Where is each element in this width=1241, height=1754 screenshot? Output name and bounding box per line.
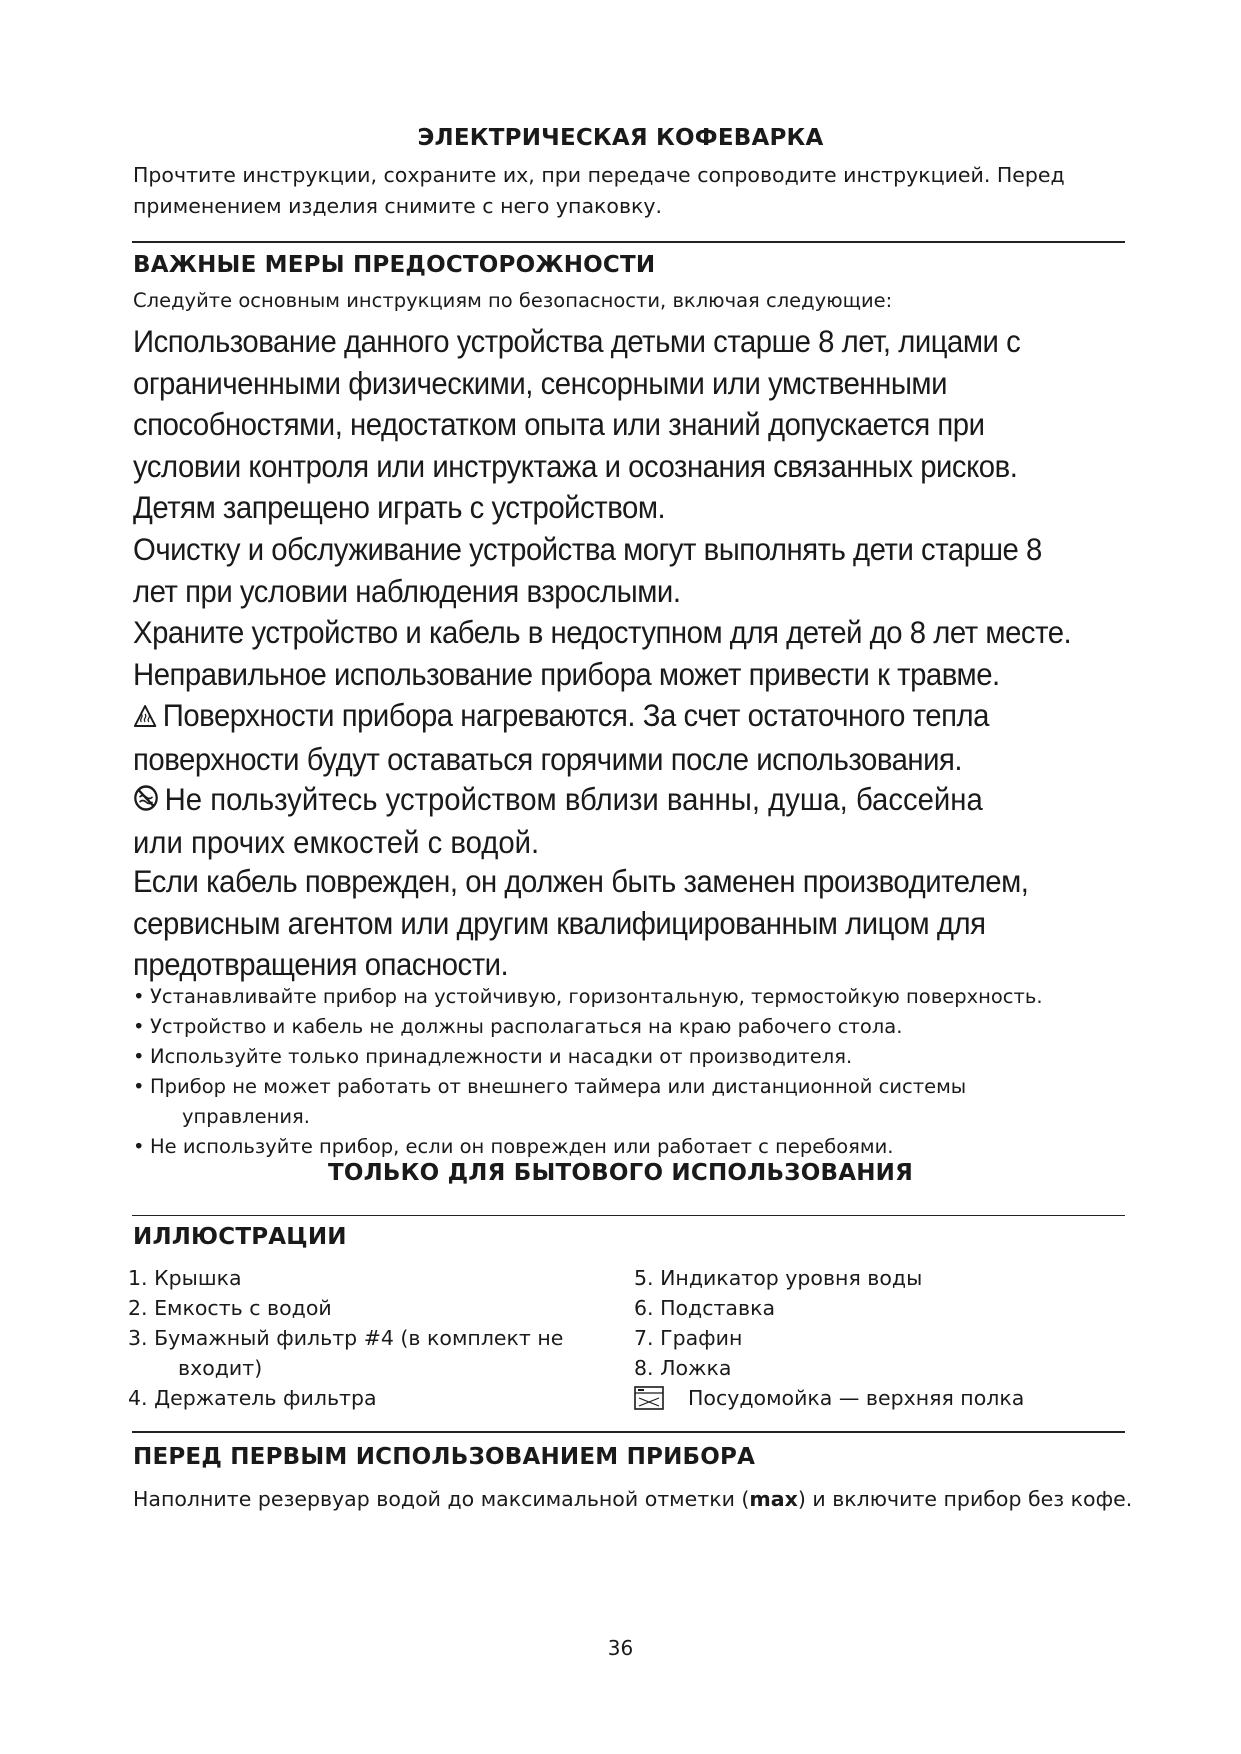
bullet-mark: • xyxy=(133,1015,145,1038)
list-item: 7. Графин xyxy=(634,1326,743,1350)
illustrations-left-column xyxy=(128,1263,563,1413)
water-warning xyxy=(133,779,1063,864)
document-title: ЭЛЕКТРИЧЕСКАЯ КОФЕВАРКА xyxy=(417,125,824,151)
hot-surface-text: Поверхности прибора нагреваются. За счет остаточного тепла xyxy=(162,697,989,734)
warning-line: Очистку и обслуживание устройства могут выполнять дети старше 8 xyxy=(133,530,1042,567)
intro-text xyxy=(133,160,1123,222)
bullet-mark: • xyxy=(133,1075,145,1098)
section-divider xyxy=(132,1431,1125,1433)
safety-warnings xyxy=(133,321,1072,780)
list-item: • Устройство и кабель не должны располагаться на краю рабочего стола. xyxy=(133,1012,1133,1042)
list-item: • Прибор не может работать от внешнего таймера или дистанционной системы управления. xyxy=(133,1072,1133,1132)
list-item: 3. Бумажный фильтр #4 (в комплект не xyxy=(128,1326,564,1350)
warning-line: поверхности будут оставаться горячими после использования. xyxy=(133,740,963,777)
list-item: 5. Индикатор уровня воды xyxy=(634,1266,923,1290)
before-use-text: Наполните резервуар водой до максимальной отметки (max) и включите прибор без кофе. xyxy=(133,1487,1133,1511)
intro-line: применением изделия снимите с него упаковку. xyxy=(133,194,663,218)
list-item-continuation: входит) xyxy=(178,1356,263,1380)
bullet-mark: • xyxy=(133,985,145,1008)
list-item-continuation: управления. xyxy=(182,1105,310,1128)
hot-surface-warning xyxy=(133,695,1063,738)
page-number: 36 xyxy=(607,1636,634,1660)
list-item: 1. Крышка xyxy=(128,1266,242,1290)
no-water-icon xyxy=(133,781,159,823)
list-item: 6. Подставка xyxy=(634,1296,776,1320)
warning-line: лет при условии наблюдения взрослыми. xyxy=(133,572,681,609)
bullet-mark: • xyxy=(133,1135,145,1158)
warning-line: сервисным агентом или другим квалифицированным лицом для xyxy=(133,904,986,941)
no-water-text: Не пользуйтесь устройством вблизи ванны, душа, бассейна xyxy=(164,781,983,817)
warning-line: способностями, недостатком опыта или знаний допускается при xyxy=(133,406,985,443)
section-divider xyxy=(132,1215,1125,1216)
section-divider xyxy=(132,241,1125,243)
warning-line: условии контроля или инструктажа и осознания связанных рисков. xyxy=(133,447,1018,484)
warning-line: Храните устройство и кабель в недоступном для детей до 8 лет месте. xyxy=(133,614,1072,651)
warning-line: Использование данного устройства детьми старше 8 лет, лицами с xyxy=(133,323,1021,359)
list-item: 8. Ложка xyxy=(634,1356,732,1380)
no-water-warning xyxy=(133,779,1063,822)
warning-line: Если кабель поврежден, он должен быть заменен производителем, xyxy=(133,863,1029,899)
list-item: 4. Держатель фильтра xyxy=(128,1386,377,1410)
warning-line: Детям запрещено играть с устройством. xyxy=(133,489,666,526)
before-use-heading: ПЕРЕД ПЕРВЫМ ИСПОЛЬЗОВАНИЕМ ПРИБОРА xyxy=(133,1444,756,1470)
list-item: • Не используйте прибор, если он поврежден или работает с перебоями. xyxy=(133,1132,1133,1162)
cable-warning xyxy=(133,861,1063,986)
safety-bullet-list xyxy=(133,982,1133,1162)
illustrations-right-column xyxy=(634,1263,1024,1413)
list-item: 2. Емкость с водой xyxy=(128,1296,332,1320)
safety-heading: ВАЖНЫЕ МЕРЫ ПРЕДОСТОРОЖНОСТИ xyxy=(133,252,656,278)
hot-surface-icon xyxy=(133,697,157,739)
warning-line: Неправильное использование прибора может привести к травме. xyxy=(133,655,1000,692)
household-use-notice: ТОЛЬКО ДЛЯ БЫТОВОГО ИСПОЛЬЗОВАНИЯ xyxy=(327,1160,914,1186)
warning-line: предотвращения опасности. xyxy=(133,946,509,983)
illustrations-heading: ИЛЛЮСТРАЦИИ xyxy=(133,1224,347,1250)
dishwasher-icon xyxy=(634,1383,688,1413)
warning-line: или прочих емкостей с водой. xyxy=(133,824,540,861)
dishwasher-note xyxy=(634,1383,1024,1413)
list-item: • Используйте только принадлежности и насадки от производителя. xyxy=(133,1042,1133,1072)
bullet-mark: • xyxy=(133,1045,145,1068)
list-item: • Устанавливайте прибор на устойчивую, горизонтальную, термостойкую поверхность. xyxy=(133,982,1133,1012)
max-mark: max xyxy=(749,1487,798,1511)
dishwasher-text: Посудомойка — верхняя полка xyxy=(688,1386,1025,1410)
intro-line: Прочтите инструкции, сохраните их, при передаче сопроводите инструкцией. Перед xyxy=(133,163,1065,187)
warning-line: ограниченными физическими, сенсорными или умственными xyxy=(133,364,947,401)
safety-subtitle: Следуйте основным инструкциям по безопасности, включая следующие: xyxy=(133,289,893,312)
